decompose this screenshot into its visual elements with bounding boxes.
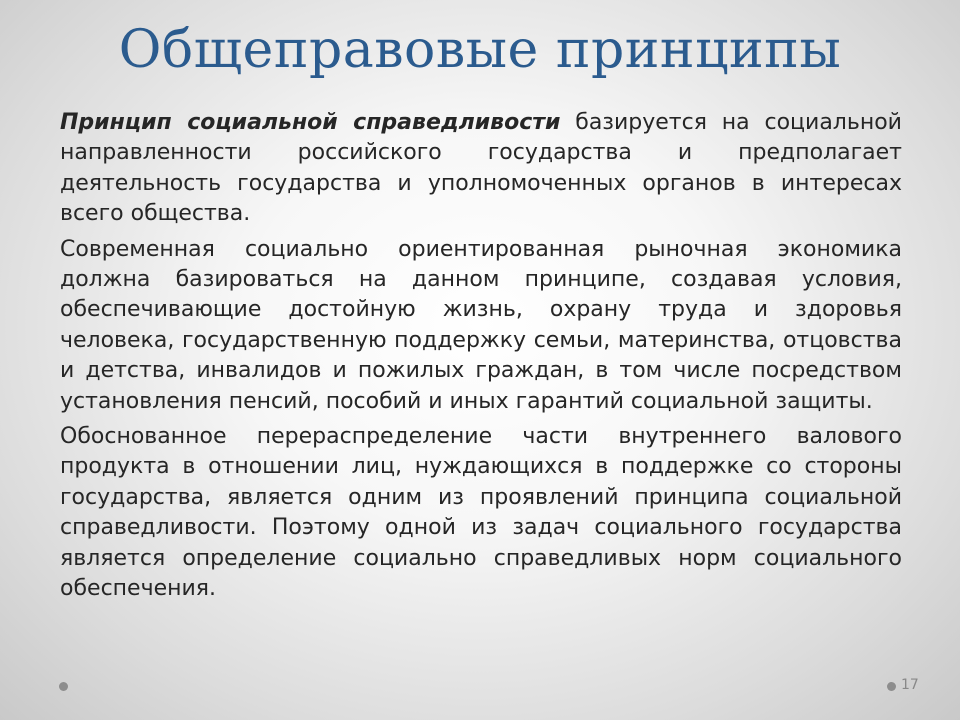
principle-description: базируется на социальной направленности российского государства и предполагает деятельность государства и уполномоченных органов в интересах всего общества. <box>60 110 902 227</box>
slide-body <box>60 108 902 610</box>
page-number: 17 <box>901 677 919 693</box>
principle-term: Принцип социальной справедливости <box>60 110 561 135</box>
slide-title: Общеправовые принципы <box>118 20 842 80</box>
right-bullet-dot <box>887 682 896 691</box>
paragraph-redistribution: Обоснованное перераспределение части внутреннего валового продукта в отношении лиц, нуждающихся в поддержке со стороны государства, является одним из проявлений принципа социальной справедливости. Поэтому одной из задач социального государства является определение социально справедливых норм социального обеспечения. <box>60 424 902 602</box>
paragraph-economy: Современная социально ориентированная рыночная экономика должна базироваться на данном принципе, создавая условия, обеспечивающие достойную жизнь, охрану труда и здоровья человека, государственную поддержку семьи, материнства, отцовства и детства, инвалидов и пожилых граждан, в том числе посредством установления пенсий, пособий и иных гарантий социальной защиты. <box>60 236 902 414</box>
left-bullet-dot <box>59 682 68 691</box>
paragraph-principle <box>60 108 902 230</box>
